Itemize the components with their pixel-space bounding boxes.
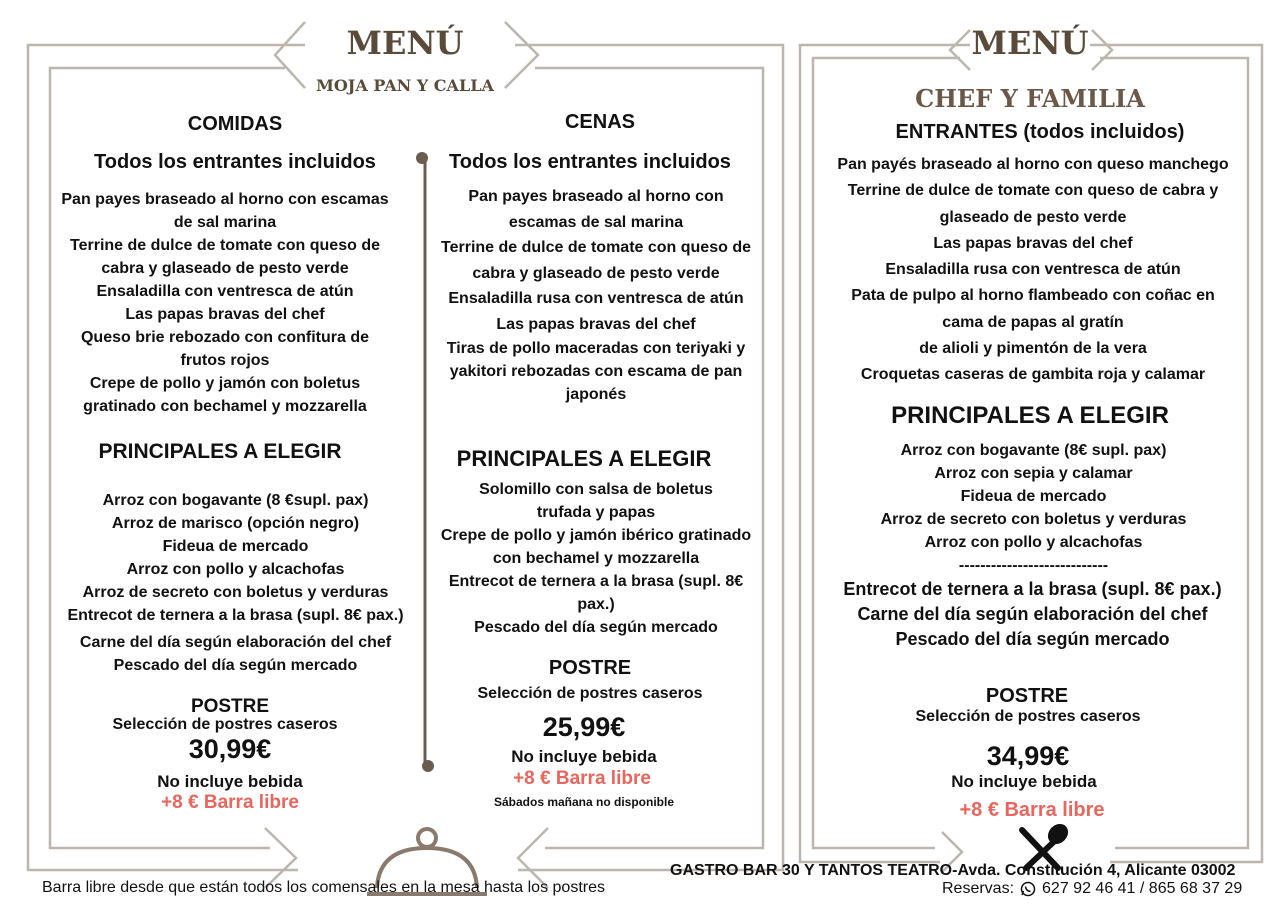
reservas-label: Reservas: bbox=[942, 880, 1015, 897]
list-item: cabra y glaseado de pesto verde bbox=[472, 264, 720, 282]
list-item: Pescado del día según mercado bbox=[474, 619, 718, 636]
right-entrantes-list bbox=[818, 152, 1248, 389]
list-item: Fideua de mercado bbox=[960, 488, 1107, 505]
cenas-barra-libre: +8 € Barra libre bbox=[513, 768, 651, 789]
list-item: Pan payes braseado al horno con bbox=[468, 188, 724, 205]
comidas-heading: COMIDAS bbox=[187, 113, 283, 135]
list-item: pax.) bbox=[577, 596, 615, 613]
list-item: Terrine de dulce de tomate con queso de bbox=[441, 239, 751, 256]
right-principales-list bbox=[840, 439, 1227, 577]
list-item: Arroz con pollo y alcachofas bbox=[924, 534, 1143, 551]
comidas-principales-list bbox=[48, 489, 423, 677]
left-menu-title: MENÚ bbox=[346, 24, 464, 62]
comidas-postre-heading: POSTRE bbox=[190, 696, 270, 717]
right-postre-heading: POSTRE bbox=[985, 685, 1069, 707]
cenas-entrantes-heading: Todos los entrantes incluidos bbox=[449, 151, 731, 173]
list-item: japonés bbox=[565, 386, 627, 403]
phone-numbers[interactable]: 627 92 46 41 / 865 68 37 29 bbox=[1042, 880, 1243, 897]
cenas-principales-list bbox=[432, 478, 760, 639]
list-item: Arroz con bogavante (8 €supl. pax) bbox=[102, 492, 369, 509]
list-item: Pan payes braseado al horno con escamas bbox=[61, 191, 389, 208]
comidas-entrantes-list bbox=[50, 188, 400, 418]
comidas-no-bebida: No incluye bebida bbox=[157, 772, 303, 791]
list-item: Crepe de pollo y jamón ibérico gratinado bbox=[440, 527, 752, 544]
list-item: escamas de sal marina bbox=[508, 213, 684, 231]
whatsapp-icon bbox=[1020, 881, 1036, 897]
list-item: glaseado de pesto verde bbox=[939, 208, 1127, 226]
right-menu-subtitle: CHEF Y FAMILIA bbox=[915, 84, 1145, 113]
list-item: Carne del día según elaboración del chef bbox=[857, 604, 1208, 624]
list-item: Arroz de marisco (opción negro) bbox=[111, 515, 360, 532]
right-principales-heading: PRINCIPALES A ELEGIR bbox=[891, 402, 1169, 429]
cenas-principales-heading: PRINCIPALES A ELEGIR bbox=[456, 446, 712, 471]
right-no-bebida: No incluye bebida bbox=[951, 772, 1097, 791]
list-item: Pescado del día según mercado bbox=[113, 657, 358, 674]
list-item: Arroz con sepia y calamar bbox=[934, 465, 1133, 482]
cenas-note: Sábados mañana no disponible bbox=[493, 795, 675, 809]
comidas-postre-text: Selección de postres caseros bbox=[112, 716, 338, 733]
right-barra-libre: +8 € Barra libre bbox=[959, 799, 1105, 821]
right-price: 34,99€ bbox=[986, 741, 1070, 771]
list-item: Pan payés braseado al horno con queso manchego bbox=[837, 156, 1229, 173]
list-item: Pata de pulpo al horno flambeado con coñac en bbox=[851, 287, 1215, 305]
list-item: Entrecot de ternera a la brasa (supl. 8€ pax.) bbox=[67, 607, 404, 624]
address: GASTRO BAR 30 Y TANTOS TEATRO-Avda. Constitución 4, Alicante 03002 bbox=[670, 862, 1236, 879]
cenas-postre-text: Selección de postres caseros bbox=[477, 685, 703, 702]
list-item: Arroz con bogavante (8€ supl. pax) bbox=[900, 442, 1167, 459]
list-item: Las papas bravas del chef bbox=[933, 234, 1133, 252]
list-item: cama de papas al gratín bbox=[942, 313, 1124, 331]
comidas-price: 30,99€ bbox=[188, 734, 272, 764]
comidas-barra-libre: +8 € Barra libre bbox=[161, 792, 299, 813]
list-item: Terrine de dulce de tomate con queso de cabra y bbox=[847, 182, 1219, 200]
left-menu-subtitle: MOJA PAN Y CALLA bbox=[316, 76, 494, 95]
list-item: ---------------------------- bbox=[958, 557, 1109, 574]
list-item: Terrine de dulce de tomate con queso de bbox=[70, 237, 380, 254]
list-item: gratinado con bechamel y mozzarella bbox=[83, 398, 367, 415]
cenas-postre-heading: POSTRE bbox=[548, 657, 632, 679]
list-item: Crepe de pollo y jamón con boletus bbox=[89, 375, 361, 392]
list-item: Solomillo con salsa de boletus bbox=[479, 481, 713, 498]
list-item: Entrecot de ternera a la brasa (supl. 8€ pax.) bbox=[843, 579, 1222, 599]
list-item: Pescado del día según mercado bbox=[895, 629, 1170, 649]
cenas-no-bebida: No incluye bebida bbox=[511, 747, 657, 766]
comidas-principales-heading: PRINCIPALES A ELEGIR bbox=[98, 440, 342, 463]
list-item: frutos rojos bbox=[180, 352, 270, 369]
list-item: trufada y papas bbox=[536, 504, 656, 521]
cenas-price: 25,99€ bbox=[542, 712, 626, 742]
left-footer-note: Barra libre desde que están todos los comensales en la mesa hasta los postres bbox=[42, 879, 605, 896]
list-item: con bechamel y mozzarella bbox=[492, 550, 700, 567]
list-item: Las papas bravas del chef bbox=[125, 306, 325, 323]
right-postre-text: Selección de postres caseros bbox=[915, 708, 1141, 725]
list-item: Arroz de secreto con boletus y verduras bbox=[880, 511, 1187, 528]
reservas-line bbox=[942, 880, 1272, 898]
list-item: Carne del día según elaboración del chef bbox=[79, 634, 392, 651]
cenas-entrantes-list bbox=[432, 184, 760, 406]
list-item: Fideua de mercado bbox=[162, 538, 309, 555]
list-item: Arroz con pollo y alcachofas bbox=[126, 561, 345, 578]
list-item: Ensaladilla con ventresca de atún bbox=[96, 283, 354, 300]
right-menu-title: MENÚ bbox=[971, 24, 1089, 62]
comidas-entrantes-heading: Todos los entrantes incluidos bbox=[94, 151, 376, 173]
right-principales-list-2 bbox=[825, 577, 1240, 652]
list-item: yakitori rebozadas con escama de pan bbox=[449, 363, 743, 380]
list-item: Entrecot de ternera a la brasa (supl. 8€ bbox=[448, 573, 744, 590]
list-item: cabra y glaseado de pesto verde bbox=[101, 260, 349, 277]
list-item: Arroz de secreto con boletus y verduras bbox=[82, 584, 389, 601]
cenas-heading: CENAS bbox=[564, 111, 635, 133]
list-item: de sal marina bbox=[173, 214, 277, 231]
list-item: Queso brie rebozado con confitura de bbox=[80, 329, 370, 346]
list-item: Ensaladilla rusa con ventresca de atún bbox=[448, 290, 744, 307]
list-item: Ensaladilla rusa con ventresca de atún bbox=[885, 261, 1181, 279]
right-entrantes-heading: ENTRANTES (todos incluidos) bbox=[895, 121, 1185, 143]
list-item: Las papas bravas del chef bbox=[496, 315, 696, 333]
list-item: Croquetas caseras de gambita roja y calamar bbox=[860, 366, 1206, 384]
list-item: de alioli y pimentón de la vera bbox=[919, 340, 1147, 358]
list-item: Tiras de pollo maceradas con teriyaki y bbox=[446, 340, 746, 357]
